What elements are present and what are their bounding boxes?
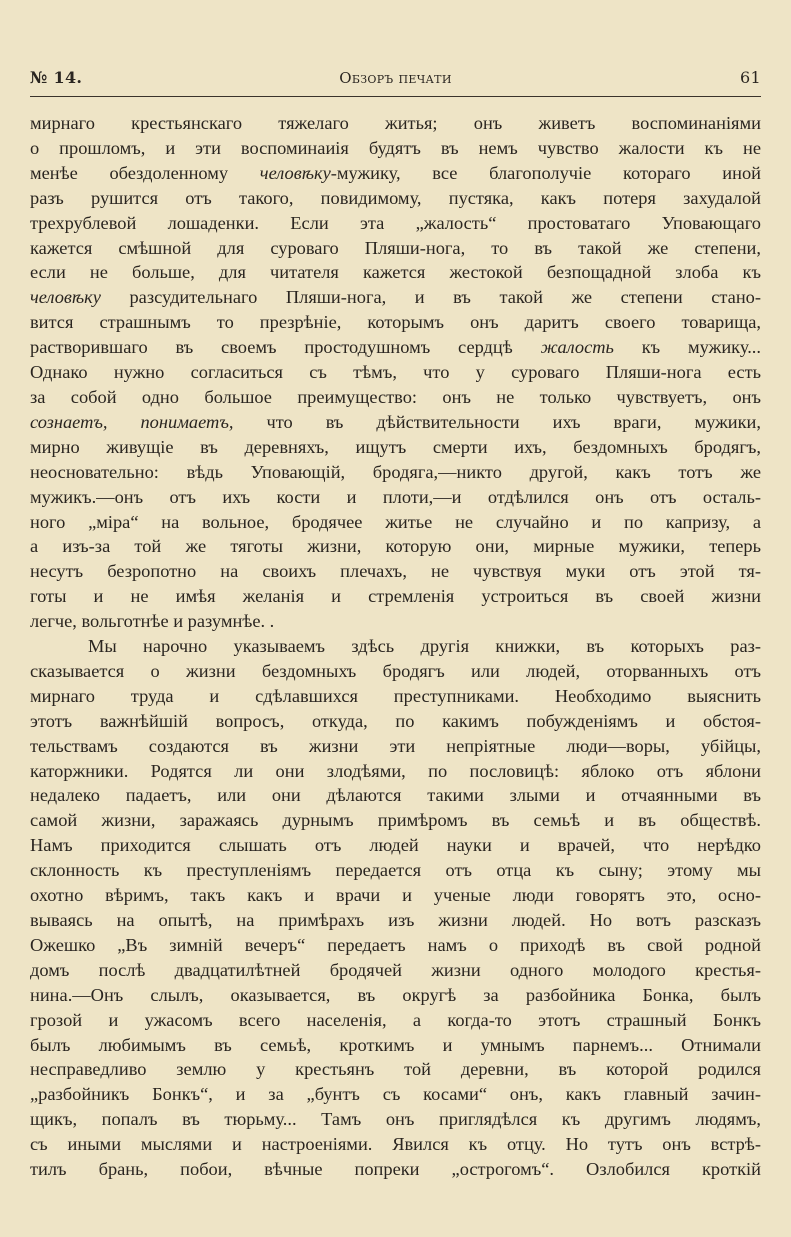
text-line bbox=[30, 983, 761, 1008]
text-segment: Ожешко „Въ зимній вечеръ“ передаетъ намъ о приходѣ въ свой родной bbox=[30, 934, 761, 955]
text-segment: несправедливо землю у крестьянъ той деревни, въ которой родился bbox=[30, 1059, 761, 1080]
page-header bbox=[30, 68, 761, 90]
italic-text: человѣку bbox=[30, 287, 101, 308]
text-segment: самой жизни, заражаясь дурнымъ примѣромъ въ семьѣ и въ обществѣ. bbox=[30, 810, 761, 831]
text-segment: тилъ брань, побои, вѣчные попреки „острогомъ“. Озлобился кроткій bbox=[30, 1159, 761, 1180]
text-line bbox=[30, 734, 761, 759]
text-line bbox=[30, 709, 761, 734]
text-line bbox=[30, 808, 761, 833]
text-line bbox=[30, 833, 761, 858]
italic-text: человѣку bbox=[259, 162, 331, 183]
text-line bbox=[30, 111, 761, 136]
text-segment: грозой и ужасомъ всего населенія, а когда-то этотъ страшный Бонкъ bbox=[30, 1009, 761, 1030]
text-line bbox=[30, 559, 761, 584]
text-segment: мирно живущіе въ деревняхъ, ищутъ смерти ихъ, бездомныхъ бродягъ, bbox=[30, 436, 761, 457]
text-segment: этотъ важнѣйшій вопросъ, откуда, по какимъ побужденіямъ и обстоя- bbox=[30, 710, 761, 731]
text-line bbox=[30, 958, 761, 983]
page-number: 61 bbox=[740, 68, 761, 87]
text-segment: растворившаго въ своемъ простодушномъ сердцѣ bbox=[30, 337, 541, 358]
text-segment: щикъ, попалъ въ тюрьму... Тамъ онъ приглядѣлся къ другимъ людямъ, bbox=[30, 1109, 761, 1130]
text-segment: легче, вольготнѣе и разумнѣе. . bbox=[30, 611, 275, 632]
text-segment: „разбойникъ Бонкъ“, и за „бунтъ съ косами“ онъ, какъ главный зачин- bbox=[30, 1084, 761, 1105]
text-line bbox=[30, 659, 761, 684]
italic-text: сознаетъ, понимаетъ, bbox=[30, 411, 234, 432]
text-line bbox=[30, 1132, 761, 1157]
text-segment: кажется смѣшной для суроваго Пляши-нога, то въ такой же степени, bbox=[30, 237, 761, 258]
text-segment: менѣе обездоленному bbox=[30, 162, 260, 183]
text-segment: недалеко падаетъ, или они дѣлаются такими злыми и отчаянными въ bbox=[30, 785, 761, 806]
text-line bbox=[30, 1082, 761, 1107]
text-segment: нина.—Онъ слылъ, оказывается, въ округѣ за разбойника Бонка, былъ bbox=[30, 984, 761, 1005]
text-line bbox=[30, 1008, 761, 1033]
text-line bbox=[30, 136, 761, 161]
header-rule bbox=[30, 96, 761, 97]
text-segment: тельствамъ создаются въ жизни эти непріятные люди—воры, убійцы, bbox=[30, 735, 761, 756]
text-segment: Намъ приходится слышать отъ людей науки и врачей, что нерѣдко bbox=[30, 835, 761, 856]
text-line bbox=[30, 883, 761, 908]
text-segment: неосновательно: вѣдь Уповающій, бродяга,—никто другой, какъ тотъ же bbox=[30, 461, 761, 482]
text-segment: трехрублевой лошаденки. Если эта „жалость“ простоватаго Уповающаго bbox=[30, 212, 761, 233]
text-line bbox=[30, 933, 761, 958]
text-line bbox=[30, 510, 761, 535]
text-line bbox=[30, 435, 761, 460]
text-segment: мирнаго крестьянскаго тяжелаго житья; онъ живетъ воспоминаніями bbox=[30, 113, 761, 133]
text-segment: съ иными мыслями и настроеніями. Явился къ отцу. Но тутъ онъ встрѣ- bbox=[30, 1134, 761, 1155]
text-line bbox=[30, 186, 761, 211]
text-line bbox=[30, 634, 761, 659]
text-segment: сказывается о жизни бездомныхъ бродягъ или людей, оторванныхъ отъ bbox=[30, 660, 761, 681]
text-segment: а изъ-за той же тяготы жизни, которую они, мирные мужики, теперь bbox=[30, 536, 761, 557]
text-line bbox=[30, 534, 761, 559]
text-line bbox=[30, 1107, 761, 1132]
text-line bbox=[30, 1057, 761, 1082]
text-segment: что въ дѣйствительности ихъ враги, мужики, bbox=[233, 411, 761, 432]
text-segment: охотно вѣримъ, такъ какъ и врачи и ученые люди говорятъ это, осно- bbox=[30, 885, 761, 906]
section-title: Обзоръ печати bbox=[339, 69, 452, 87]
text-line bbox=[30, 485, 761, 510]
text-segment: если не больше, для читателя кажется жестокой безпощадной злоба къ bbox=[30, 262, 761, 283]
text-line bbox=[30, 684, 761, 709]
text-line bbox=[30, 335, 761, 360]
text-line bbox=[30, 285, 761, 310]
text-segment: Мы нарочно указываемъ здѣсь другія книжки, въ которыхъ раз- bbox=[88, 636, 761, 657]
text-segment: мирнаго труда и сдѣлавшихся преступниками. Необходимо выяснить bbox=[30, 685, 761, 706]
text-segment: ного „міра“ на вольное, бродячее житье не случайно и по капризу, а bbox=[30, 511, 761, 532]
text-segment: къ мужику... bbox=[613, 337, 761, 358]
text-line bbox=[30, 908, 761, 933]
text-line bbox=[30, 759, 761, 784]
text-line bbox=[30, 1033, 761, 1058]
text-line bbox=[30, 161, 761, 186]
text-segment: вится страшнымъ то презрѣніе, которымъ онъ даритъ своего товарища, bbox=[30, 312, 761, 333]
italic-text: жалость bbox=[540, 337, 614, 358]
text-segment: несутъ безропотно на своихъ плечахъ, не чувствуя муки отъ этой тя- bbox=[30, 561, 761, 582]
text-line bbox=[30, 211, 761, 236]
text-segment: готы и не имѣя желанія и стремленія устроиться въ своей жизни bbox=[30, 586, 761, 607]
text-line bbox=[30, 385, 761, 410]
text-segment: домъ послѣ двадцатилѣтней бродячей жизни одного молодого крестья- bbox=[30, 959, 761, 980]
text-line bbox=[30, 260, 761, 285]
text-segment: разъ рушится отъ такого, повидимому, пустяка, какъ потеря захудалой bbox=[30, 187, 761, 208]
text-segment: мужикъ.—онъ отъ ихъ кости и плоти,—и отдѣлился онъ отъ осталь- bbox=[30, 486, 761, 507]
text-line bbox=[30, 858, 761, 883]
text-line bbox=[30, 783, 761, 808]
text-segment: -мужику, все благополучіе котораго иной bbox=[330, 162, 761, 183]
text-line bbox=[30, 584, 761, 609]
text-line bbox=[30, 609, 761, 634]
text-segment: о прошломъ, и эти воспоминаиія будятъ въ немъ чувство жалости къ не bbox=[30, 137, 761, 158]
text-line bbox=[30, 360, 761, 385]
issue-number: № 14. bbox=[30, 68, 83, 87]
text-segment: склонность къ преступленіямъ передается отъ отца къ сыну; этому мы bbox=[30, 860, 761, 881]
text-line bbox=[30, 236, 761, 261]
text-segment: былъ любимымъ въ семьѣ, кроткимъ и умнымъ парнемъ... Отнимали bbox=[30, 1034, 761, 1055]
text-line bbox=[30, 310, 761, 335]
text-segment: Однако нужно согласиться съ тѣмъ, что у суроваго Пляши-нога есть bbox=[30, 362, 761, 383]
text-segment: вываясь на опытѣ, на примѣрахъ изъ жизни людей. Но вотъ разсказъ bbox=[30, 910, 761, 930]
text-line bbox=[30, 410, 761, 435]
article-text bbox=[30, 111, 761, 1182]
text-line bbox=[30, 1157, 761, 1182]
text-segment: за собой одно большое преимущество: онъ не только чувствуетъ, онъ bbox=[30, 386, 761, 407]
text-line bbox=[30, 460, 761, 485]
text-segment: каторжники. Родятся ли они злодѣями, по пословицѣ: яблоко отъ яблони bbox=[30, 760, 761, 781]
text-segment: разсудительнаго Пляши-нога, и въ такой же степени стано- bbox=[100, 287, 761, 308]
